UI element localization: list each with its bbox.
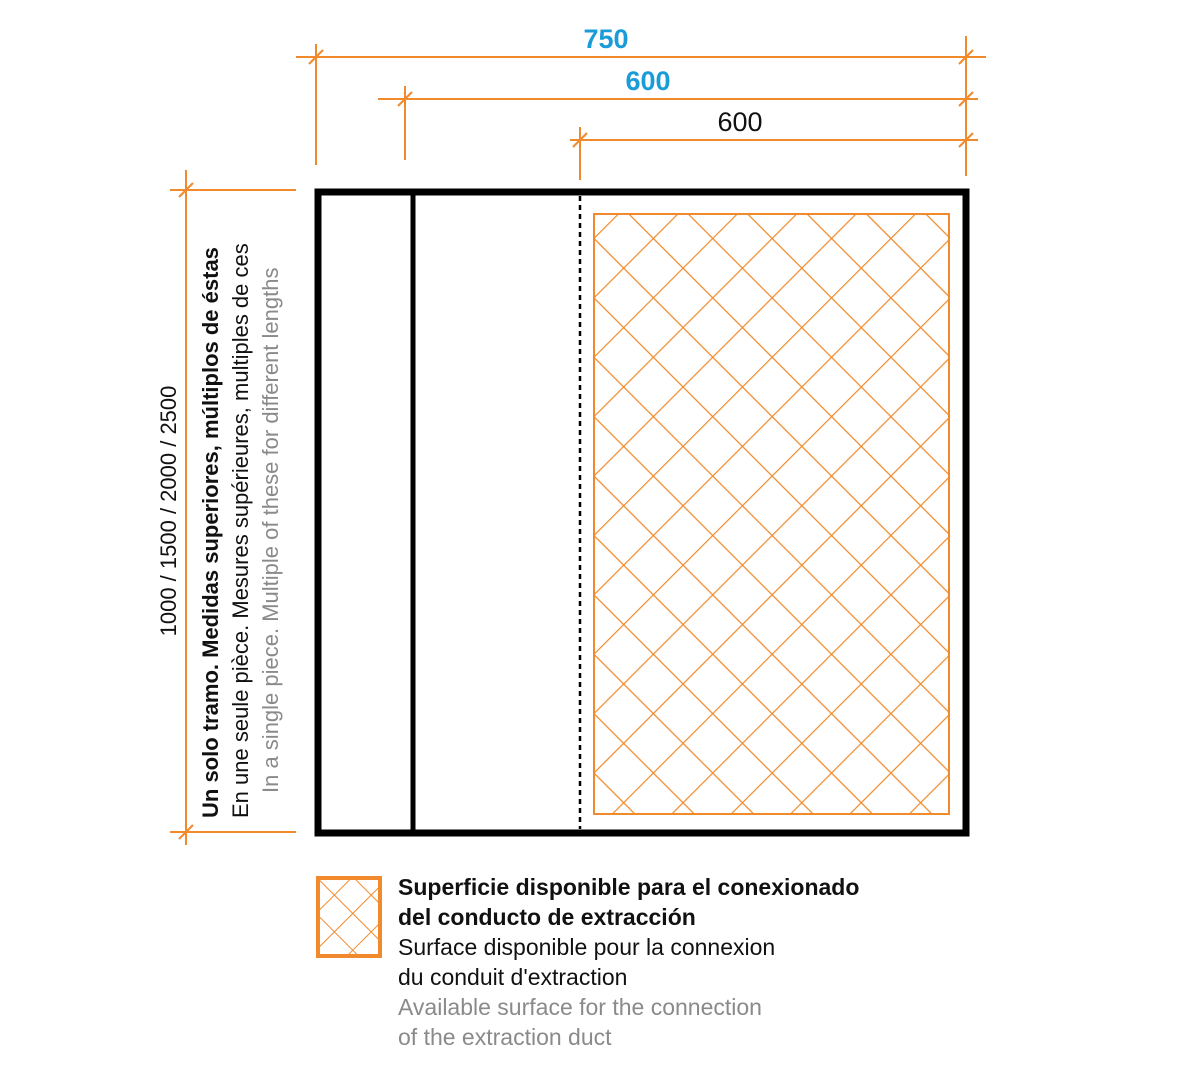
hatched-width-label: 600: [717, 107, 763, 137]
legend-es-line1: Superficie disponible para el conexionado: [398, 874, 860, 900]
legend-hatch-swatch-icon: [316, 876, 382, 958]
dimension-hatched-width: [570, 107, 978, 180]
legend-en-line2: of the extraction duct: [398, 1024, 612, 1050]
height-note-es: Un solo tramo. Medidas superiores, múltiplos de éstas: [198, 247, 223, 818]
height-lengths-label: 1000 / 1500 / 2000 / 2500: [156, 385, 181, 637]
height-note-fr: En une seule pièce. Mesures supérieures, multiples de ces: [228, 243, 253, 818]
legend-es-line2: del conducto de extracción: [398, 904, 696, 930]
hatched-connection-area: [594, 214, 949, 814]
legend: [316, 872, 1036, 1062]
legend-en-line1: Available surface for the connection: [398, 994, 762, 1020]
legend-text: [398, 872, 1018, 1052]
legend-fr-line2: du conduit d'extraction: [398, 964, 628, 990]
inner-width-label: 600: [625, 66, 671, 96]
legend-fr-line1: Surface disponible pour la connexion: [398, 934, 776, 960]
dimension-inner-width: [378, 66, 978, 160]
profile-frame: [318, 192, 966, 833]
height-note: [156, 243, 283, 818]
height-note-en: In a single piece. Multiple of these for different lengths: [258, 267, 283, 793]
overall-width-label: 750: [583, 24, 629, 54]
